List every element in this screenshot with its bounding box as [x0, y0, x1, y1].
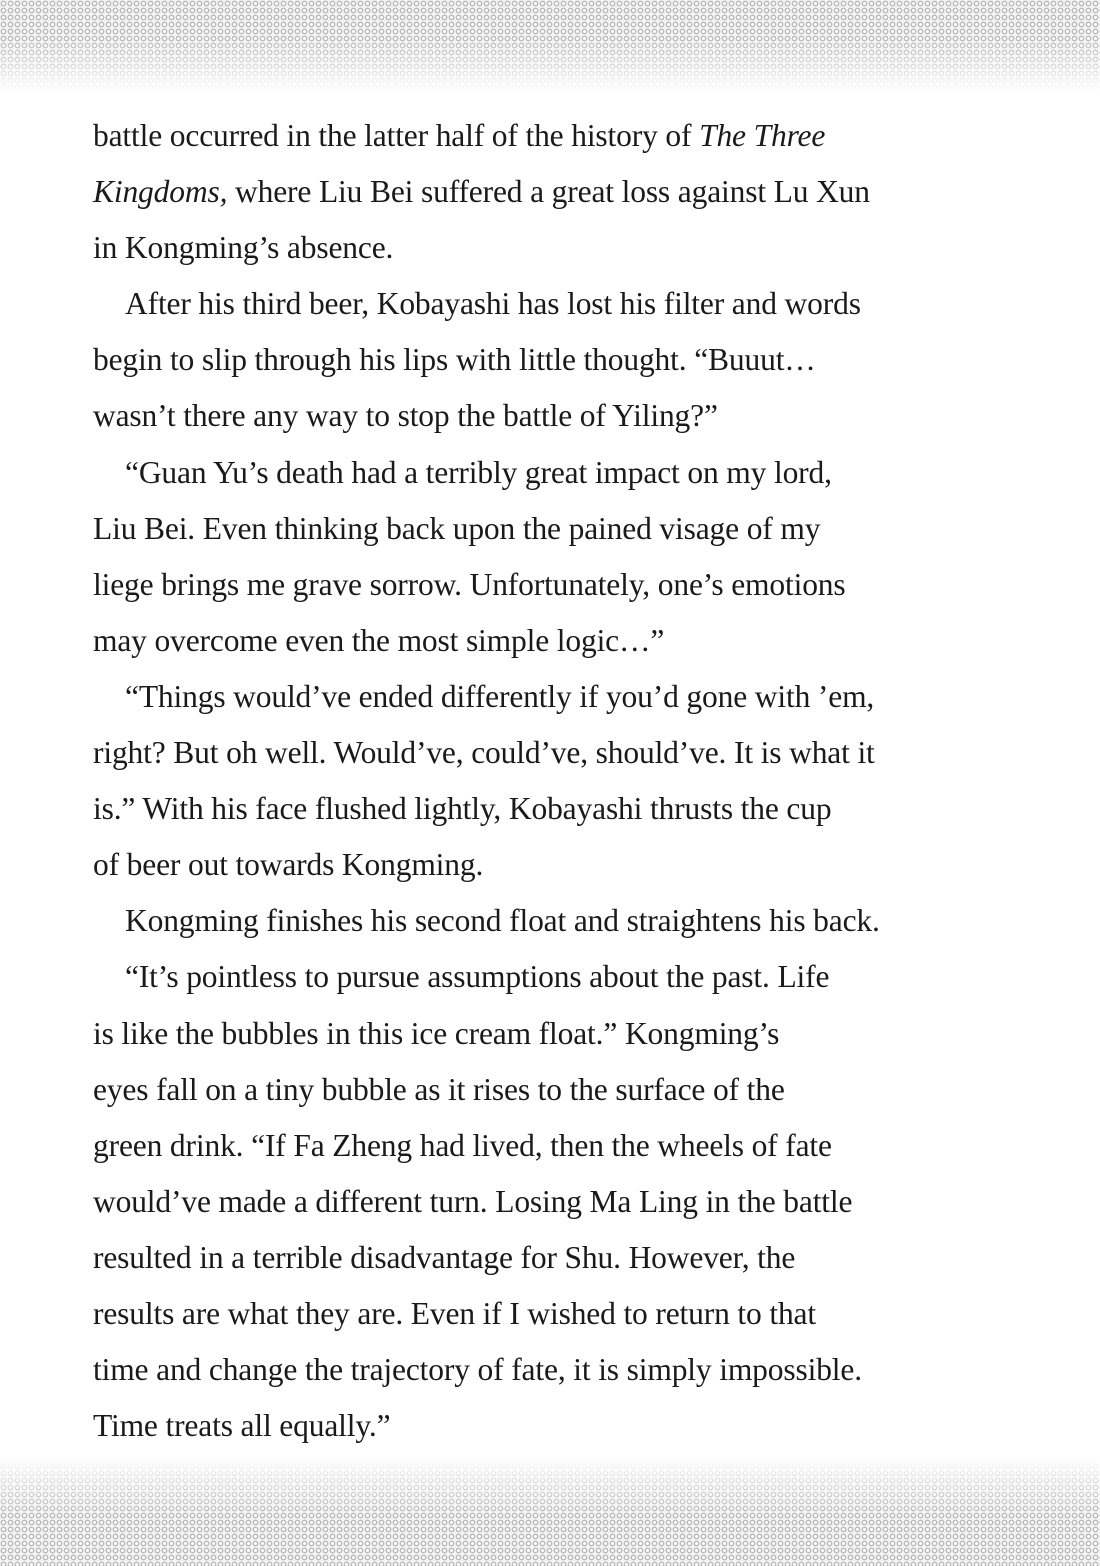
italic-title-segment: Kingdoms,: [93, 174, 228, 210]
text-line: [93, 445, 993, 501]
text-segment: begin to slip through his lips with little thought. “Buuut…: [93, 342, 816, 378]
text-line: [93, 332, 993, 388]
text-segment: may overcome even the most simple logic…”: [93, 622, 665, 658]
text-line: [93, 1230, 993, 1286]
text-line: [93, 108, 993, 164]
text-line: [93, 501, 993, 557]
text-segment: of beer out towards Kongming.: [93, 847, 484, 883]
text-segment: where Liu Bei suffered a great loss against Lu Xun: [227, 174, 870, 210]
text-segment: time and change the trajectory of fate, it is simply impossible.: [93, 1352, 862, 1388]
text-line: [93, 1398, 993, 1454]
text-line: [93, 669, 993, 725]
text-line: [93, 1174, 993, 1230]
text-segment: Liu Bei. Even thinking back upon the pained visage of my: [93, 510, 821, 546]
text-segment: After his third beer, Kobayashi has lost his filter and words: [125, 286, 861, 322]
text-line: [93, 220, 993, 276]
text-line: [93, 725, 993, 781]
text-segment: “Guan Yu’s death had a terribly great impact on my lord,: [125, 454, 832, 490]
text-line: [93, 613, 993, 669]
text-segment: is.” With his face flushed lightly, Kobayashi thrusts the cup: [93, 791, 832, 827]
bottom-decorative-pattern: [0, 1456, 1100, 1566]
text-line: [93, 1118, 993, 1174]
text-segment: “It’s pointless to pursue assumptions about the past. Life: [125, 959, 830, 995]
text-line: [93, 781, 993, 837]
text-line: [93, 1062, 993, 1118]
text-line: [93, 837, 993, 893]
text-line: [93, 1006, 993, 1062]
text-line: [93, 276, 993, 332]
text-segment: resulted in a terrible disadvantage for Shu. However, the: [93, 1239, 796, 1275]
text-segment: Kongming finishes his second float and straightens his back.: [125, 903, 880, 939]
text-line: [93, 164, 993, 220]
text-segment: right? But oh well. Would’ve, could’ve, should’ve. It is what it: [93, 735, 875, 771]
text-segment: liege brings me grave sorrow. Unfortunately, one’s emotions: [93, 566, 846, 602]
text-line: [93, 893, 993, 949]
text-segment: eyes fall on a tiny bubble as it rises to the surface of the: [93, 1071, 785, 1107]
text-segment: battle occurred in the latter half of the history of: [93, 118, 700, 153]
text-segment: is like the bubbles in this ice cream float.” Kongming’s: [93, 1015, 780, 1051]
text-segment: green drink. “If Fa Zheng had lived, then the wheels of fate: [93, 1127, 832, 1163]
top-decorative-pattern: [0, 0, 1100, 92]
text-line: [93, 1342, 993, 1398]
text-segment: “Things would’ve ended differently if you’d gone with ’em,: [125, 678, 875, 714]
italic-title-segment: The Three: [699, 118, 826, 153]
text-segment: in Kongming’s absence.: [93, 230, 394, 266]
text-line: [93, 949, 993, 1005]
text-segment: Time treats all equally.”: [93, 1408, 391, 1444]
body-text: [93, 108, 993, 1454]
text-line: [93, 557, 993, 613]
text-segment: wasn’t there any way to stop the battle of Yiling?”: [93, 398, 718, 434]
text-segment: would’ve made a different turn. Losing Ma Ling in the battle: [93, 1183, 853, 1219]
text-line: [93, 1286, 993, 1342]
text-segment: results are what they are. Even if I wished to return to that: [93, 1295, 816, 1331]
text-line: [93, 388, 993, 444]
